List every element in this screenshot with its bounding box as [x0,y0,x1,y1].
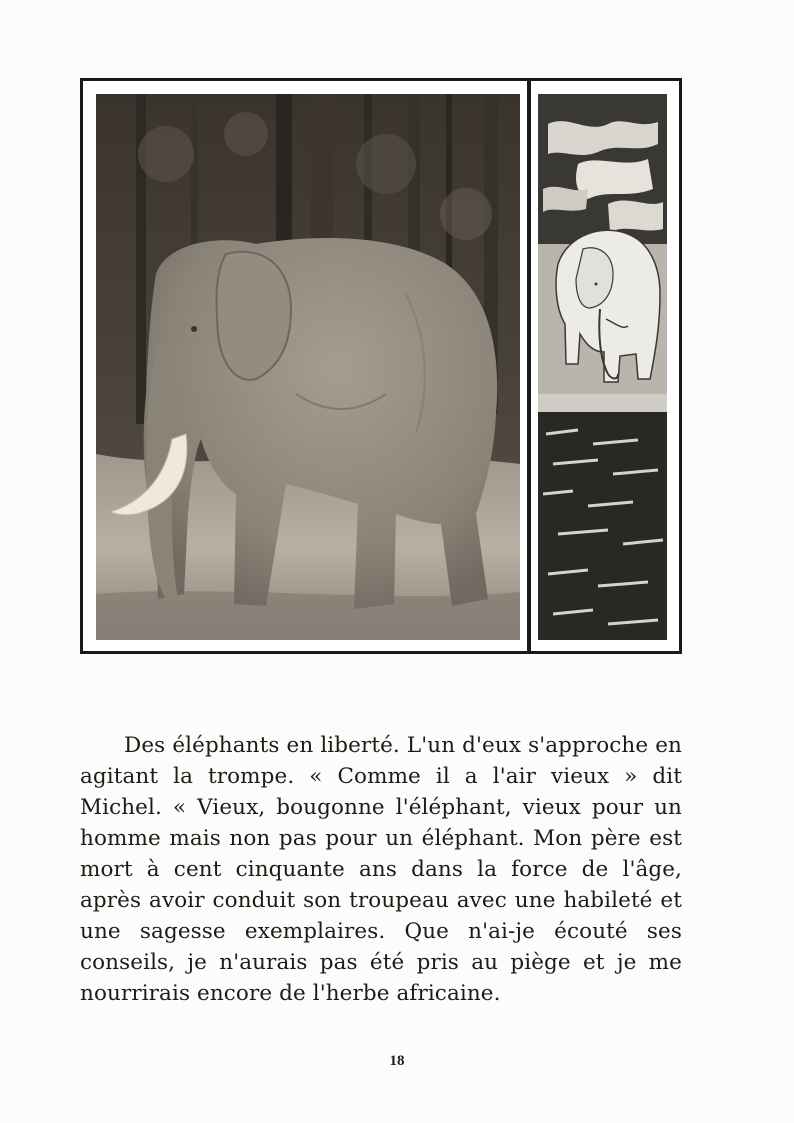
elephant-photo-image [96,94,520,640]
elephant-photograph [96,94,520,640]
page-number: 18 [389,1053,405,1069]
panel-divider [527,78,531,654]
elephant-by-river-drawing [538,94,667,640]
elephant-drawing-image [538,94,667,640]
caption-text: Des éléphants en liberté. L'un d'eux s'approche en agitant la trompe. « Comme il a l'air vieux » dit Michel. « Vieux, bougonne l'éléphant, vieux pour un homme mais non pas pour un éléphant. Mon père est mort à cent cinquante ans dans la force de l'âge, après avoir conduit son troupeau avec une habileté et une sagesse exemplaires. Que n'ai-je écouté ses conseils, je n'aurais pas été pris au piège et je me nourrirais encore de l'herbe africaine. [80,733,682,1006]
illustration-frame [80,78,682,654]
